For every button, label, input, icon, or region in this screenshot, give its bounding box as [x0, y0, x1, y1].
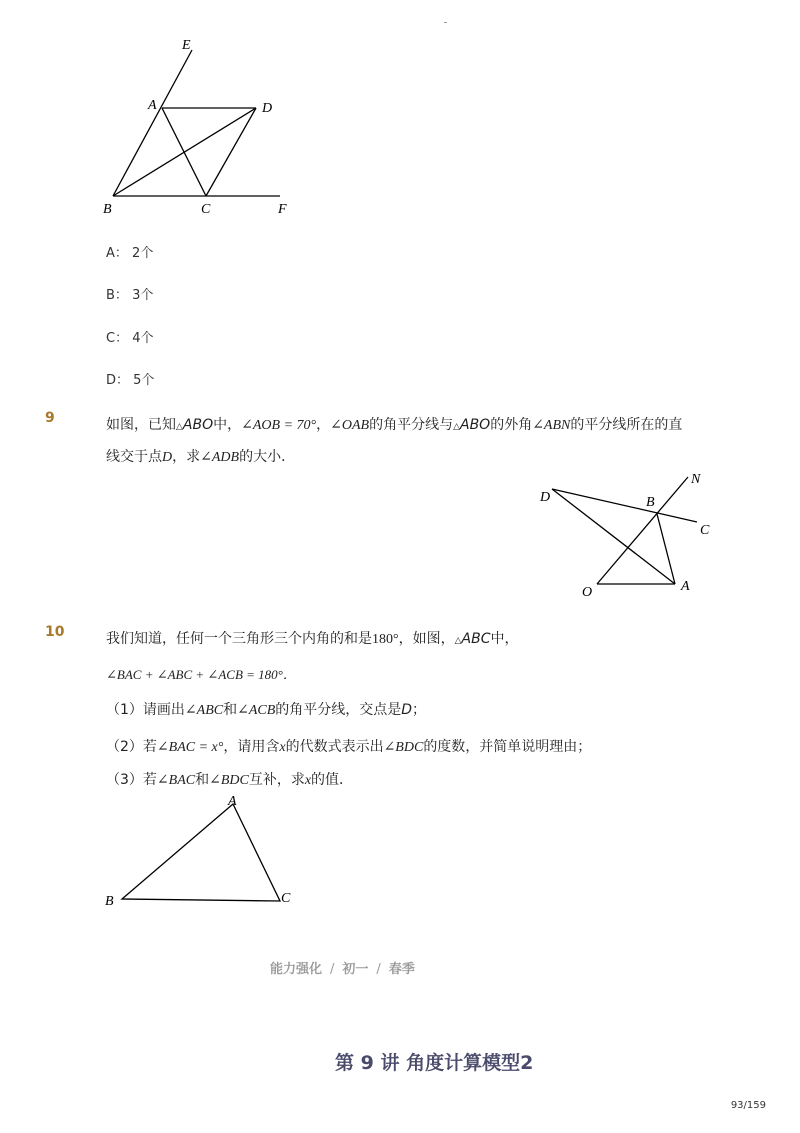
page-number: 93/159: [730, 1100, 766, 1111]
question-10-line-1: 我们知道，任何一个三角形三个内角的和是180°，如图，△ABC中，: [106, 631, 519, 647]
question-10-part-3: （3）若∠BAC和∠BDC互补，求x的值．: [106, 772, 354, 788]
question-10-part-1: （1）请画出∠ABC和∠ACB的角平分线，交点是D；: [106, 702, 427, 718]
question-9-line-2: 线交于点D，求∠ADB的大小．: [106, 449, 296, 465]
label-E: E: [182, 38, 191, 53]
stray-mark: [444, 22, 447, 23]
question-10-part-2: （2）若∠BAC = x°，请用含x的代数式表示出∠BDC的度数，并简单说明理由；: [106, 739, 592, 755]
figure-1-diagram: [100, 35, 300, 220]
segment-BA: [657, 514, 675, 584]
figure-2-diagram: [530, 465, 730, 605]
option-b[interactable]: B： 3个: [106, 288, 154, 303]
label-B: B: [646, 495, 655, 510]
segment-BE: [113, 50, 192, 196]
label-D: D: [540, 490, 551, 505]
triangle-ABC: [122, 804, 280, 901]
label-C: C: [700, 523, 710, 538]
label-D: D: [262, 101, 273, 116]
question-9-line-1: 如图，已知△ABO中，∠AOB = 70°，∠OAB的角平分线与△ABO的外角∠ABN的平分线所在的直: [106, 417, 683, 433]
label-C: C: [281, 891, 291, 906]
label-N: N: [691, 472, 701, 487]
question-10-number: 10: [45, 624, 65, 640]
figure-3-triangle: [100, 790, 310, 915]
label-A: A: [681, 579, 690, 594]
label-C: C: [201, 202, 211, 217]
lecture-title: 第 9 讲 角度计算模型2: [335, 1052, 534, 1074]
option-c[interactable]: C： 4个: [106, 331, 154, 346]
footer-series: 能力强化 / 初一 / 春季: [270, 962, 415, 977]
label-O: O: [582, 585, 593, 600]
question-10-line-2: ∠BAC + ∠ABC + ∠ACB = 180°．: [106, 667, 296, 682]
option-a[interactable]: A： 2个: [106, 246, 154, 261]
option-d[interactable]: D： 5个: [106, 373, 155, 388]
label-A: A: [228, 794, 237, 809]
label-B: B: [103, 202, 112, 217]
segment-ON: [597, 477, 688, 584]
label-A: A: [148, 98, 157, 113]
segment-DC: [206, 108, 256, 196]
question-9-number: 9: [45, 410, 55, 426]
label-F: F: [278, 202, 287, 217]
label-B: B: [105, 894, 114, 909]
segment-BD: [113, 108, 256, 196]
